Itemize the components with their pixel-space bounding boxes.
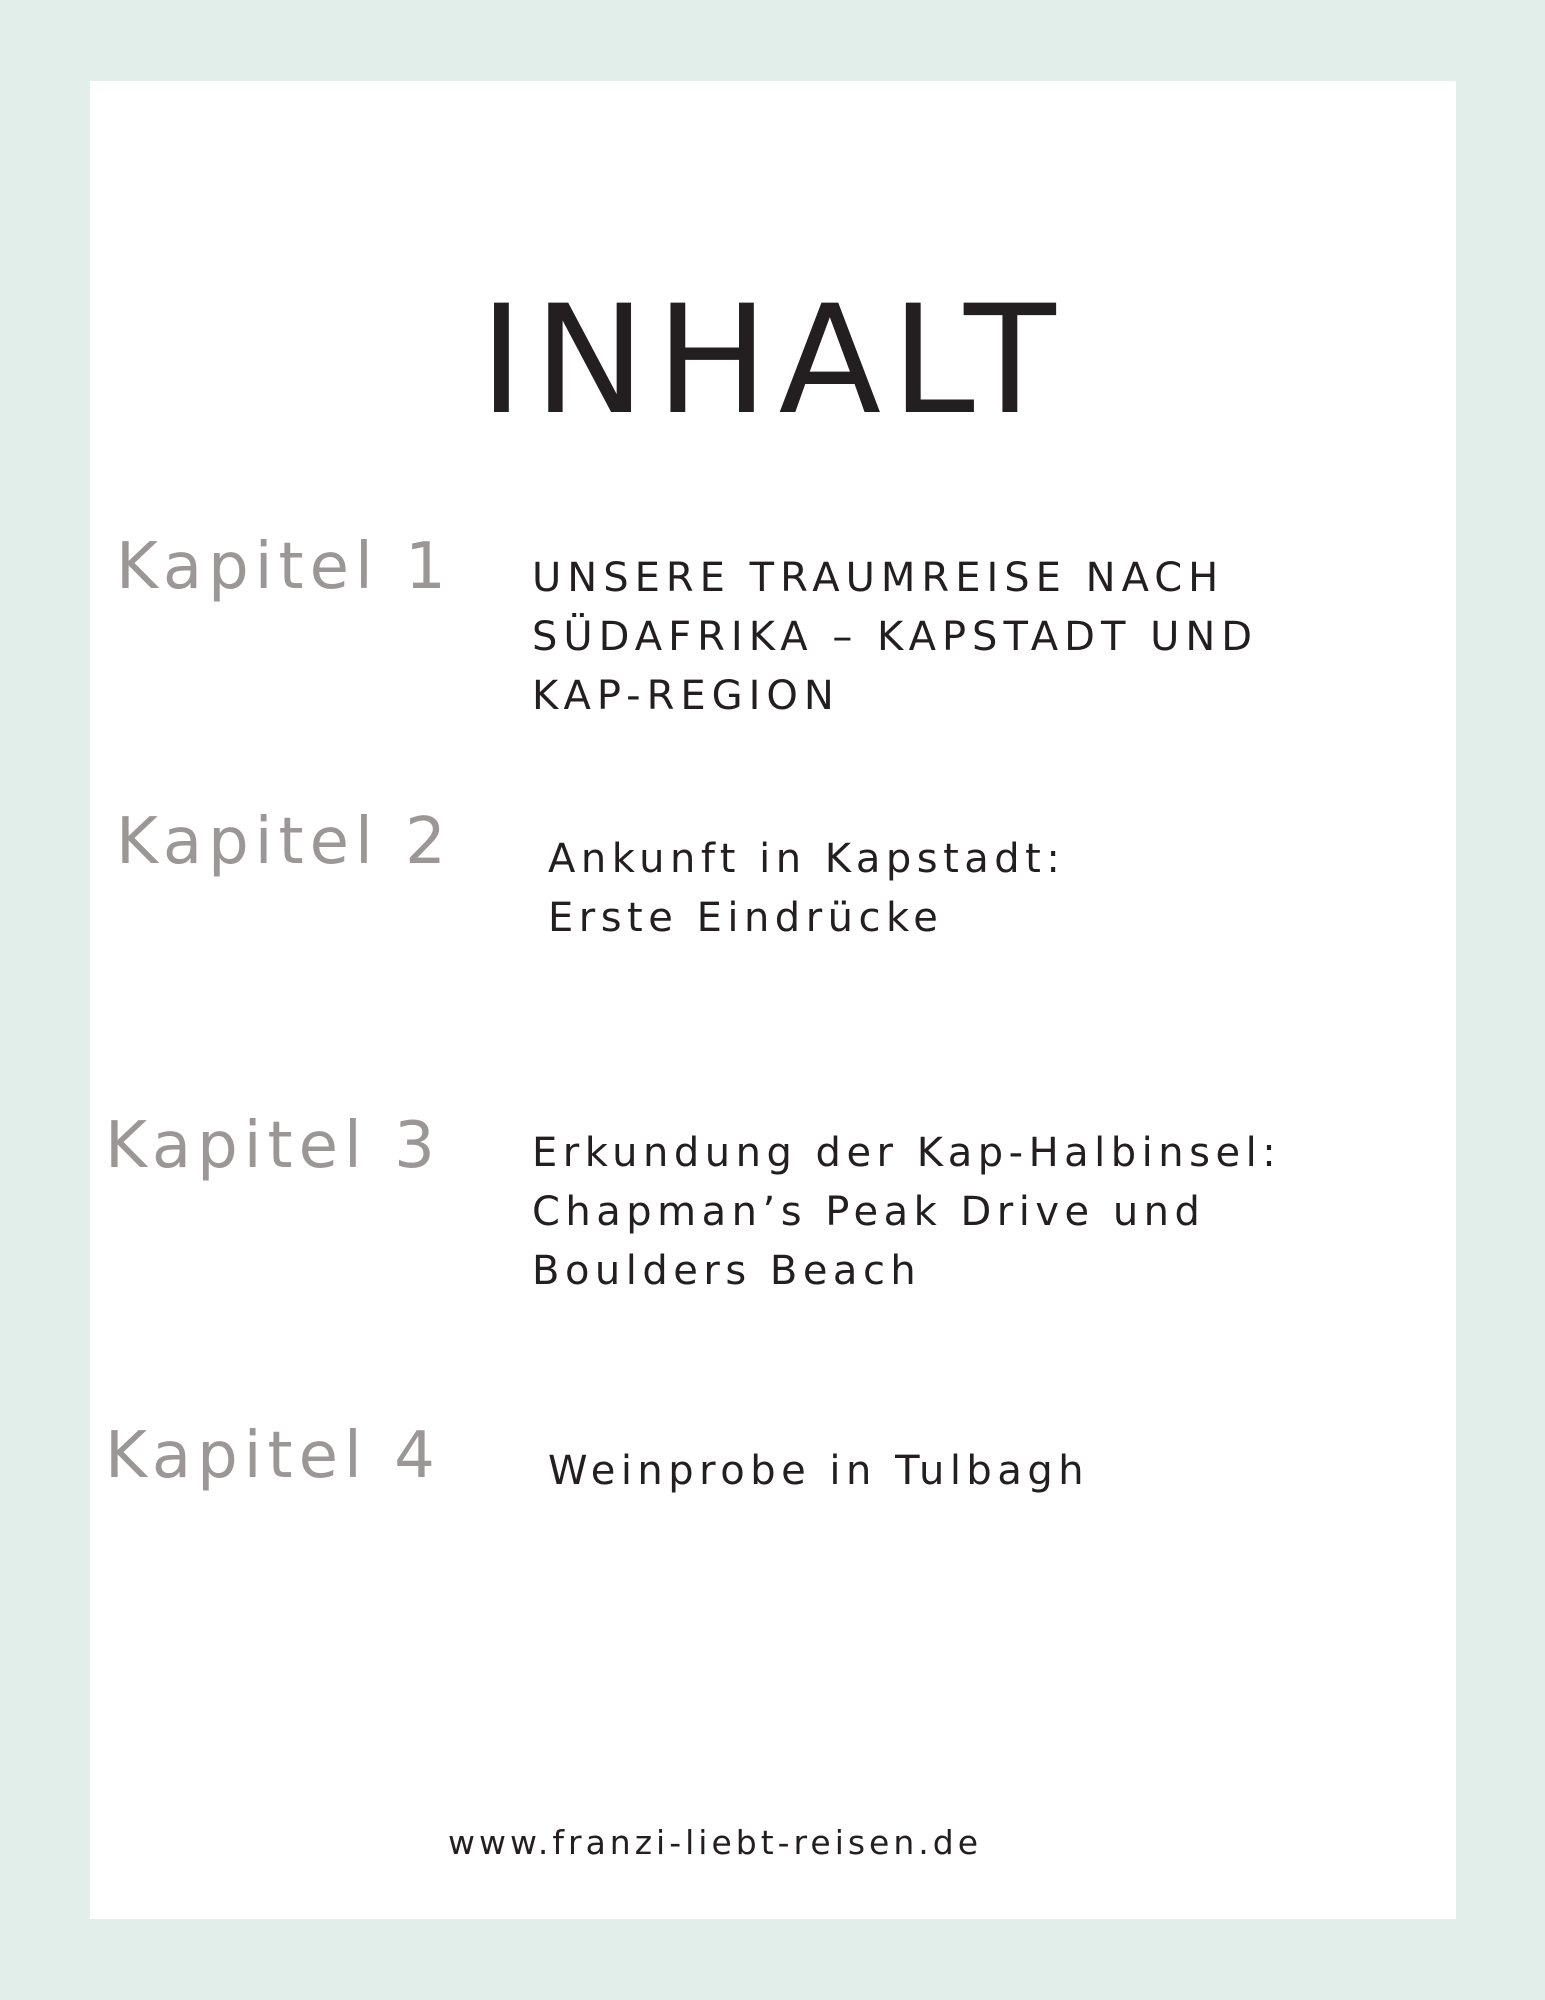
chapter-1-title: UNSERE TRAUMREISE NACH SÜDAFRIKA – KAPSTADT UND KAP-REGION (532, 555, 1259, 719)
page-title: INHALT (479, 273, 1066, 448)
chapter-3-label: Kapitel 3 (105, 1109, 441, 1183)
chapter-2-label: Kapitel 2 (116, 805, 452, 879)
chapter-3-title: Erkundung der Kap-Halbinsel: Chapman’s Peak Drive und Boulders Beach (532, 1130, 1282, 1294)
chapter-1-label: Kapitel 1 (116, 530, 452, 604)
chapter-4-title: Weinprobe in Tulbagh (548, 1448, 1090, 1494)
chapter-4-label: Kapitel 4 (105, 1419, 441, 1493)
website-url: www.franzi-liebt-reisen.de (447, 1823, 983, 1862)
chapter-2-title: Ankunft in Kapstadt: Erste Eindrücke (548, 836, 1066, 941)
